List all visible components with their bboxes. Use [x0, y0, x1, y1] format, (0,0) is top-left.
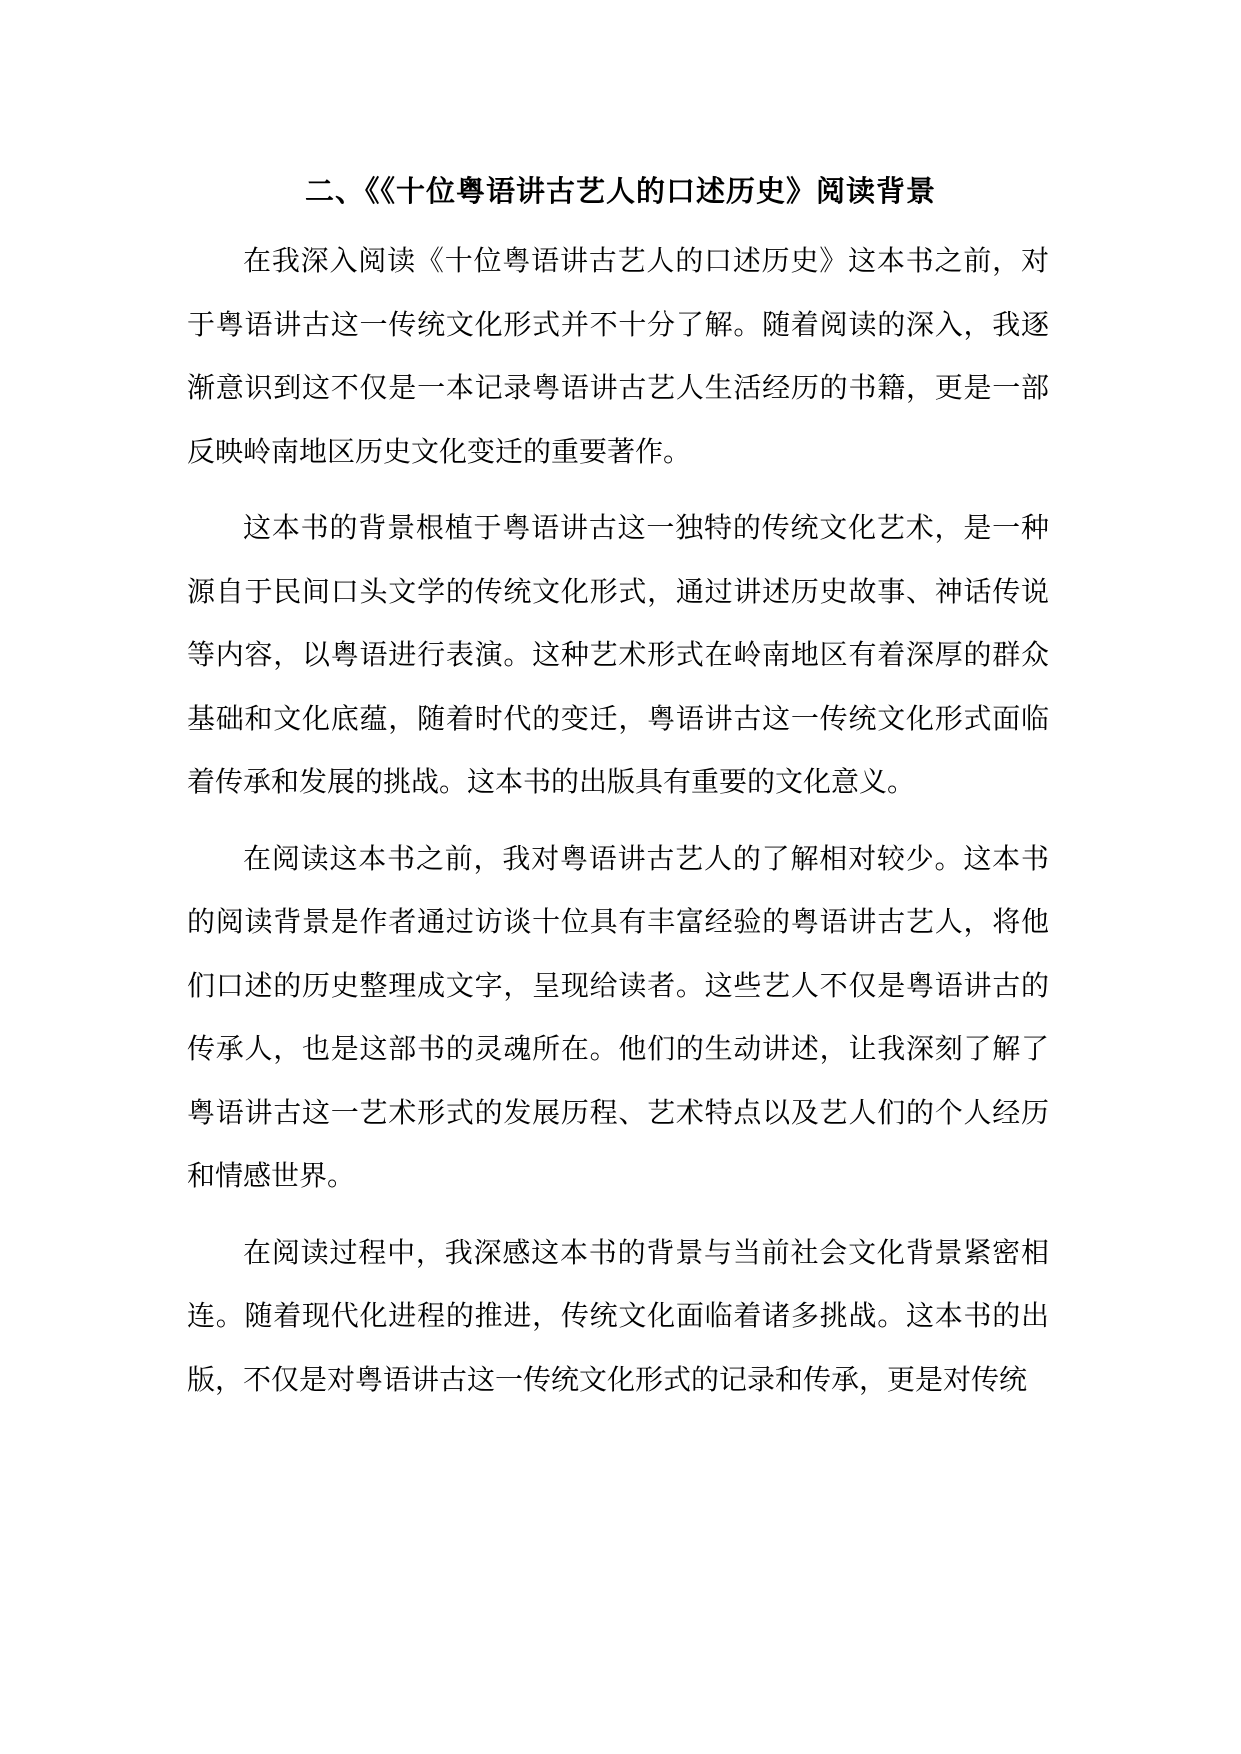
paragraph-3: 在阅读这本书之前，我对粤语讲古艺人的了解相对较少。这本书的阅读背景是作者通过访谈十位具有丰富经验的粤语讲古艺人，将他们口述的历史整理成文字，呈现给读者。这些艺人不仅是粤语讲古的传承人，也是这部书的灵魂所在。他们的生动讲述，让我深刻了解了粤语讲古这一艺术形式的发展历程、艺术特点以及艺人们的个人经历和情感世界。	[187, 841, 1049, 1192]
paragraph-1: 在我深入阅读《十位粤语讲古艺人的口述历史》这本书之前，对于粤语讲古这一传统文化形式并不十分了解。随着阅读的深入，我逐渐意识到这不仅是一本记录粤语讲古艺人生活经历的书籍，更是一部反映岭南地区历史文化变迁的重要著作。	[187, 244, 1049, 468]
paragraph-4: 在阅读过程中，我深感这本书的背景与当前社会文化背景紧密相连。随着现代化进程的推进，传统文化面临着诸多挑战。这本书的出版，不仅是对粤语讲古这一传统文化形式的记录和传承，更是对传统	[187, 1235, 1049, 1396]
section-title: 二、《《十位粤语讲古艺人的口述历史》阅读背景	[304, 174, 936, 209]
paragraph-2: 这本书的背景根植于粤语讲古这一独特的传统文化艺术，是一种源自于民间口头文学的传统文化形式，通过讲述历史故事、神话传说等内容，以粤语进行表演。这种艺术形式在岭南地区有着深厚的群众基础和文化底蕴，随着时代的变迁，粤语讲古这一传统文化形式面临着传承和发展的挑战。这本书的出版具有重要的文化意义。	[187, 511, 1049, 798]
document-body	[187, 229, 1049, 1411]
